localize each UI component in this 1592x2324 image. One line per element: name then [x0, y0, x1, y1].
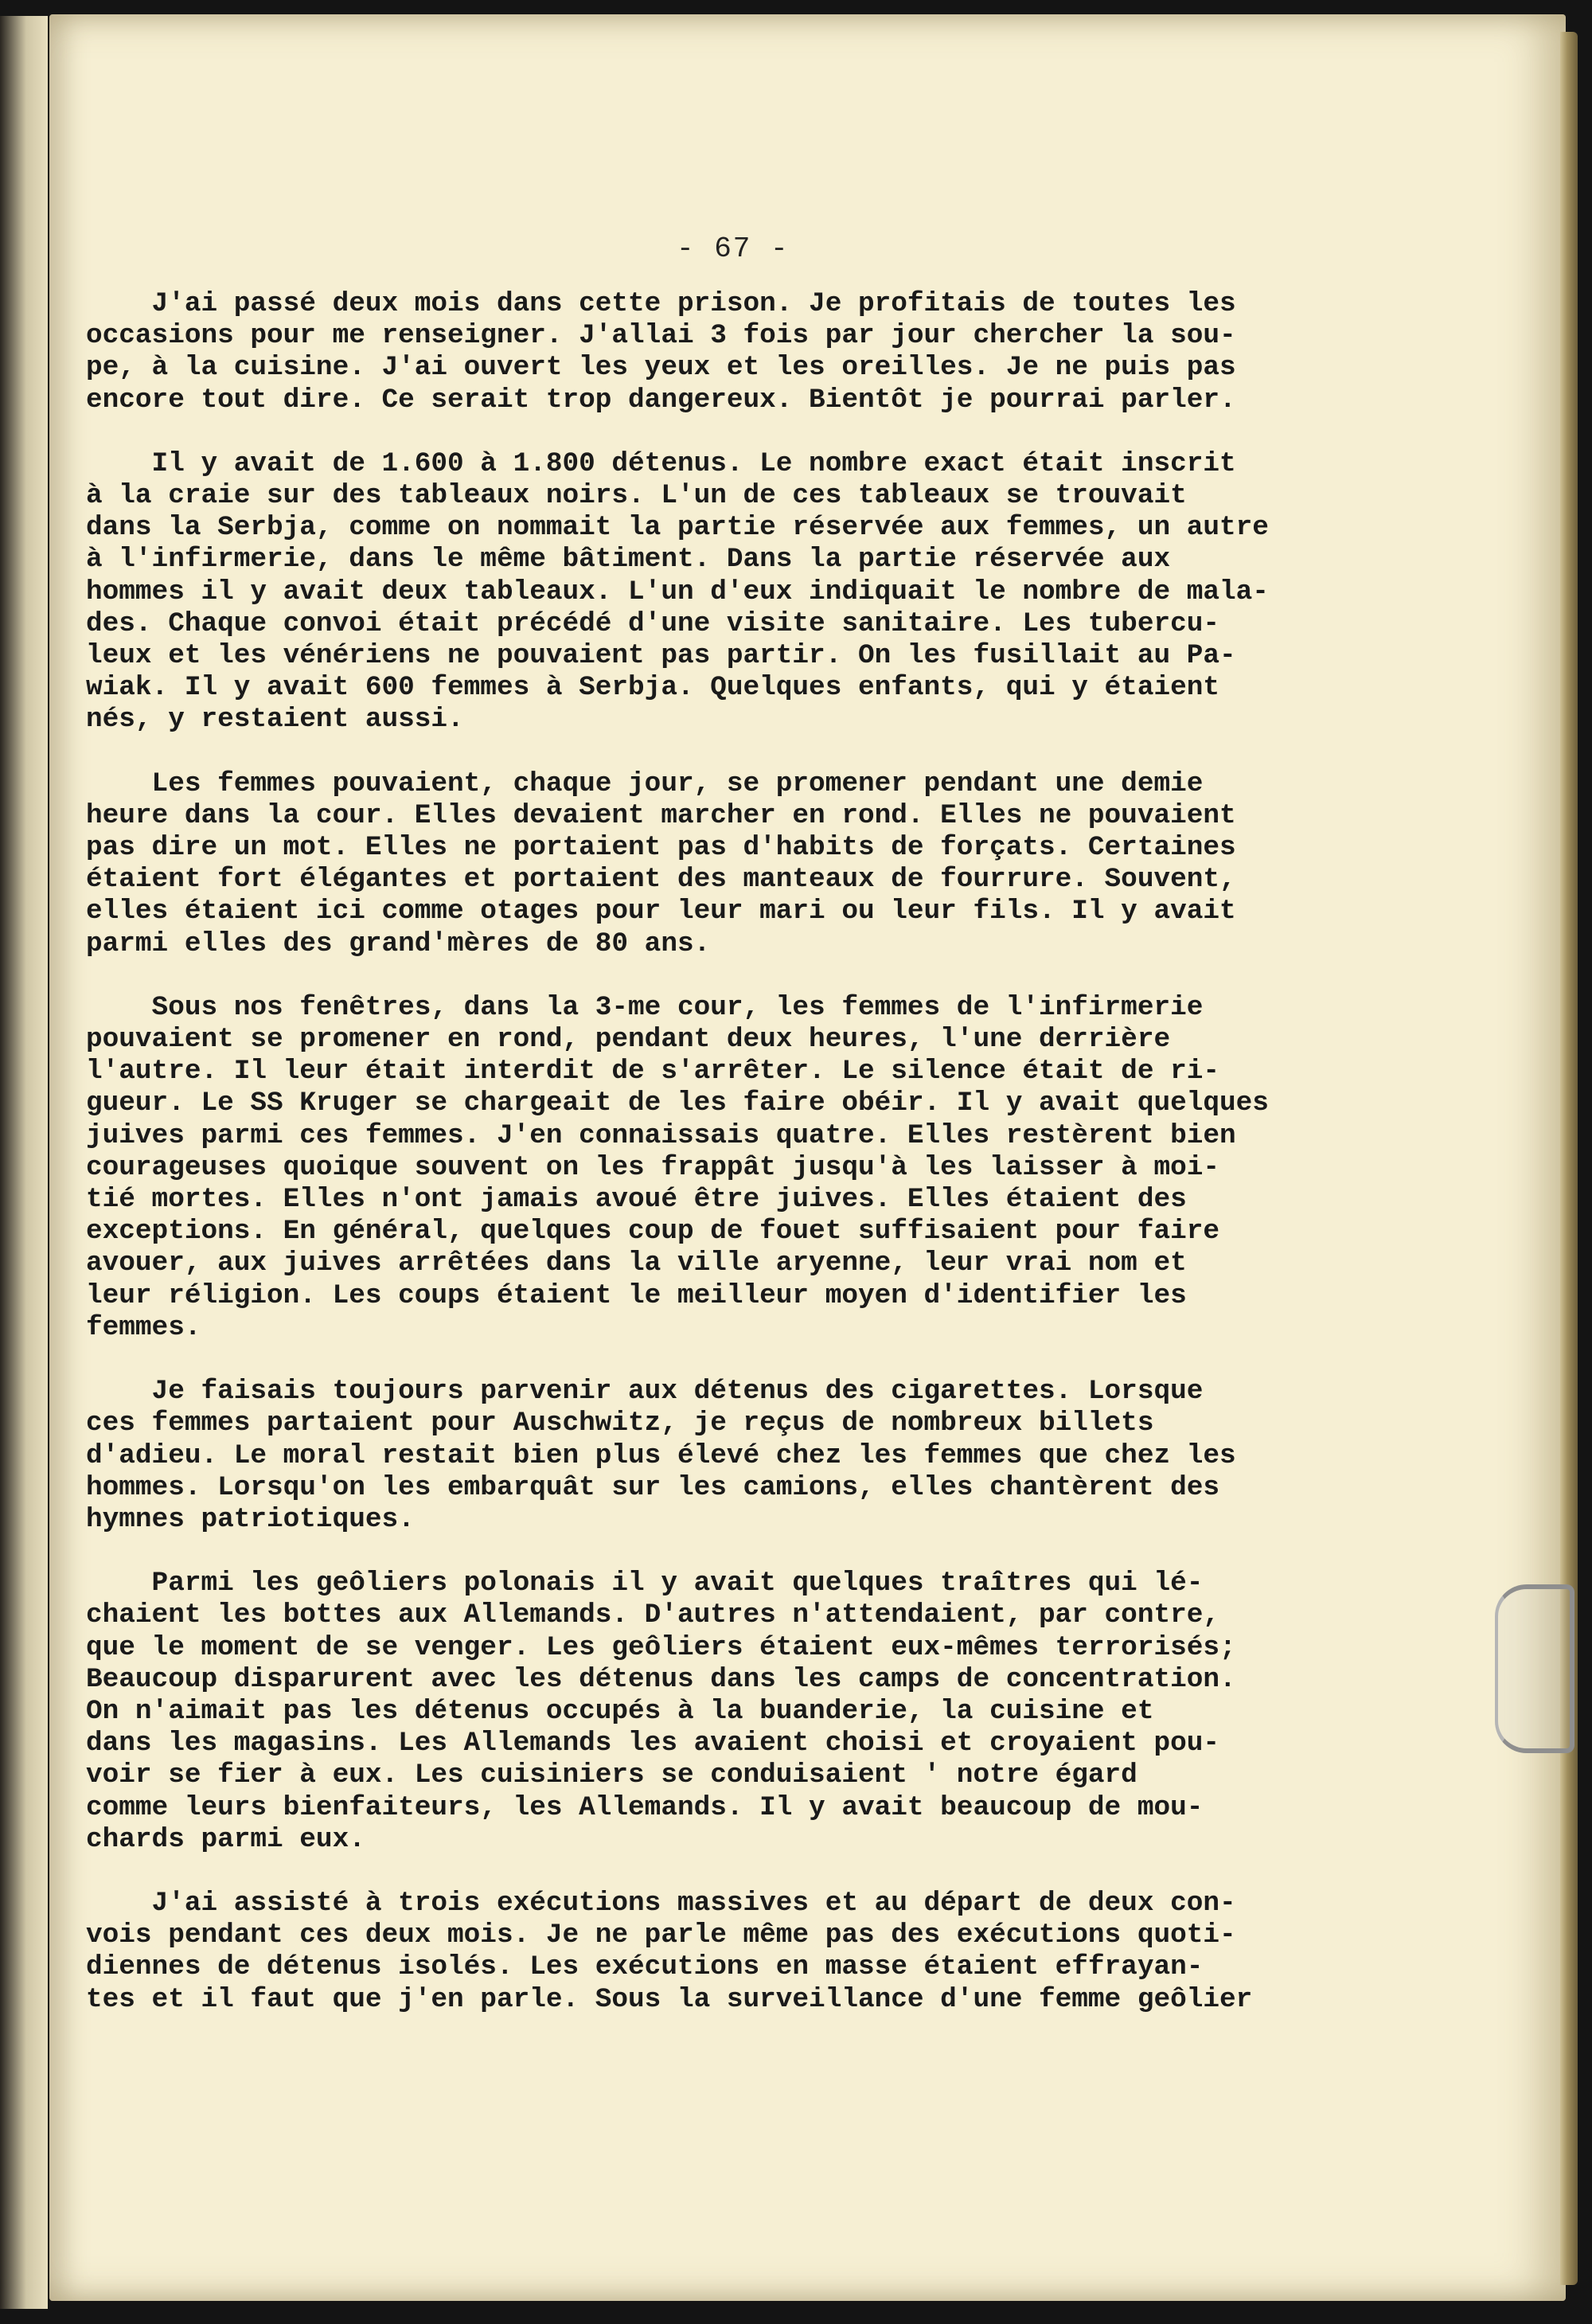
text-line: encore tout dire. Ce serait trop dangereux. Bientôt je pourrai parler. — [86, 384, 1236, 416]
text-line: exceptions. En général, quelques coup de fouet suffisaient pour faire — [86, 1216, 1220, 1248]
text-line: Parmi les geôliers polonais il y avait quelques traîtres qui lé- — [86, 1568, 1204, 1599]
text-line: à la craie sur des tableaux noirs. L'un de ces tableaux se trouvait — [86, 480, 1187, 512]
typewritten-text — [86, 288, 1511, 2048]
text-line: Sous nos fenêtres, dans la 3-me cour, les femmes de l'infirmerie — [86, 991, 1204, 1023]
text-line: elles étaient ici comme otages pour leur mari ou leur fils. Il y avait — [86, 896, 1236, 928]
text-line: d'adieu. Le moral restait bien plus élevé chez les femmes que chez les — [86, 1439, 1236, 1471]
text-line: comme leurs bienfaiteurs, les Allemands. Il y avait beaucoup de mou- — [86, 1791, 1204, 1823]
text-line: hymnes patriotiques. — [86, 1503, 415, 1535]
text-line: Il y avait de 1.600 à 1.800 détenus. Le nombre exact était inscrit — [86, 447, 1236, 479]
page-number: - 67 - — [677, 232, 790, 265]
paragraph — [86, 992, 1511, 1344]
paragraph — [86, 1568, 1511, 1856]
text-line: étaient fort élégantes et portaient des manteaux de fourrure. Souvent, — [86, 864, 1236, 896]
text-line: pouvaient se promener en rond, pendant deux heures, l'une derrière — [86, 1024, 1171, 1056]
text-line: pe, à la cuisine. J'ai ouvert les yeux et les oreilles. Je ne puis pas — [86, 352, 1236, 384]
text-line: heure dans la cour. Elles devaient marcher en rond. Elles ne pouvaient — [86, 799, 1236, 831]
text-line: leur réligion. Les coups étaient le meilleur moyen d'identifier les — [86, 1279, 1187, 1311]
text-line: tes et il faut que j'en parle. Sous la surveillance d'une femme geôlier — [86, 1983, 1253, 2015]
text-line: juives parmi ces femmes. J'en connaissais quatre. Elles restèrent bien — [86, 1119, 1236, 1151]
text-line: Je faisais toujours parvenir aux détenus des cigarettes. Lorsque — [86, 1376, 1204, 1408]
text-line: dans les magasins. Les Allemands les avaient choisi et croyaient pou- — [86, 1728, 1220, 1760]
text-line: On n'aimait pas les détenus occupés à la buanderie, la cuisine et — [86, 1695, 1154, 1727]
text-line: à l'infirmerie, dans le même bâtiment. Dans la partie réservée aux — [86, 544, 1171, 576]
text-line: parmi elles des grand'mères de 80 ans. — [86, 928, 711, 959]
facing-page-edge — [0, 16, 48, 2309]
text-line: que le moment de se venger. Les geôliers étaient eux-mêmes terrorisés; — [86, 1631, 1236, 1663]
text-line: J'ai assisté à trois exécutions massives et au départ de deux con- — [86, 1887, 1236, 1919]
text-line: femmes. — [86, 1311, 201, 1343]
text-line: chards parmi eux. — [86, 1823, 365, 1855]
text-line: occasions pour me renseigner. J'allai 3 fois par jour chercher la sou- — [86, 320, 1236, 352]
text-line: nés, y restaient aussi. — [86, 704, 464, 736]
page-stack-edge — [1560, 32, 1578, 2285]
text-line: dans la Serbja, comme on nommait la partie réservée aux femmes, un autre — [86, 512, 1269, 544]
text-line: pas dire un mot. Elles ne portaient pas d'habits de forçats. Certaines — [86, 832, 1236, 864]
text-line: hommes. Lorsqu'on les embarquât sur les camions, elles chantèrent des — [86, 1471, 1220, 1503]
paragraph — [86, 1376, 1511, 1536]
text-line: des. Chaque convoi était précédé d'une visite sanitaire. Les tubercu- — [86, 607, 1220, 639]
paragraph — [86, 448, 1511, 736]
text-line: Les femmes pouvaient, chaque jour, se promener pendant une demie — [86, 768, 1204, 799]
text-line: tié mortes. Elles n'ont jamais avoué être juives. Elles étaient des — [86, 1184, 1187, 1216]
text-line: gueur. Le SS Kruger se chargeait de les faire obéir. Il y avait quelques — [86, 1088, 1269, 1119]
text-line: Beaucoup disparurent avec les détenus dans les camps de concentration. — [86, 1663, 1236, 1695]
text-line: wiak. Il y avait 600 femmes à Serbja. Quelques enfants, qui y étaient — [86, 672, 1220, 704]
text-line: vois pendant ces deux mois. Je ne parle même pas des exécutions quoti- — [86, 1920, 1236, 1951]
text-line: ces femmes partaient pour Auschwitz, je reçus de nombreux billets — [86, 1408, 1154, 1439]
text-line: courageuses quoique souvent on les frappât jusqu'à les laisser à moi- — [86, 1151, 1220, 1183]
text-line: leux et les vénériens ne pouvaient pas partir. On les fusillait au Pa- — [86, 640, 1236, 672]
paragraph — [86, 1888, 1511, 2016]
text-line: J'ai passé deux mois dans cette prison. Je profitais de toutes les — [86, 288, 1236, 319]
text-line: voir se fier à eux. Les cuisiniers se conduisaient ' notre égard — [86, 1760, 1137, 1791]
text-line: l'autre. Il leur était interdit de s'arrêter. Le silence était de ri- — [86, 1056, 1220, 1088]
text-line: avouer, aux juives arrêtées dans la ville aryenne, leur vrai nom et — [86, 1248, 1187, 1279]
text-line: hommes il y avait deux tableaux. L'un d'eux indiquait le nombre de mala- — [86, 576, 1269, 607]
paragraph — [86, 768, 1511, 960]
text-line: diennes de détenus isolés. Les exécutions en masse étaient effrayan- — [86, 1951, 1204, 1983]
paragraph — [86, 288, 1511, 416]
text-line: chaient les bottes aux Allemands. D'autres n'attendaient, par contre, — [86, 1599, 1220, 1631]
